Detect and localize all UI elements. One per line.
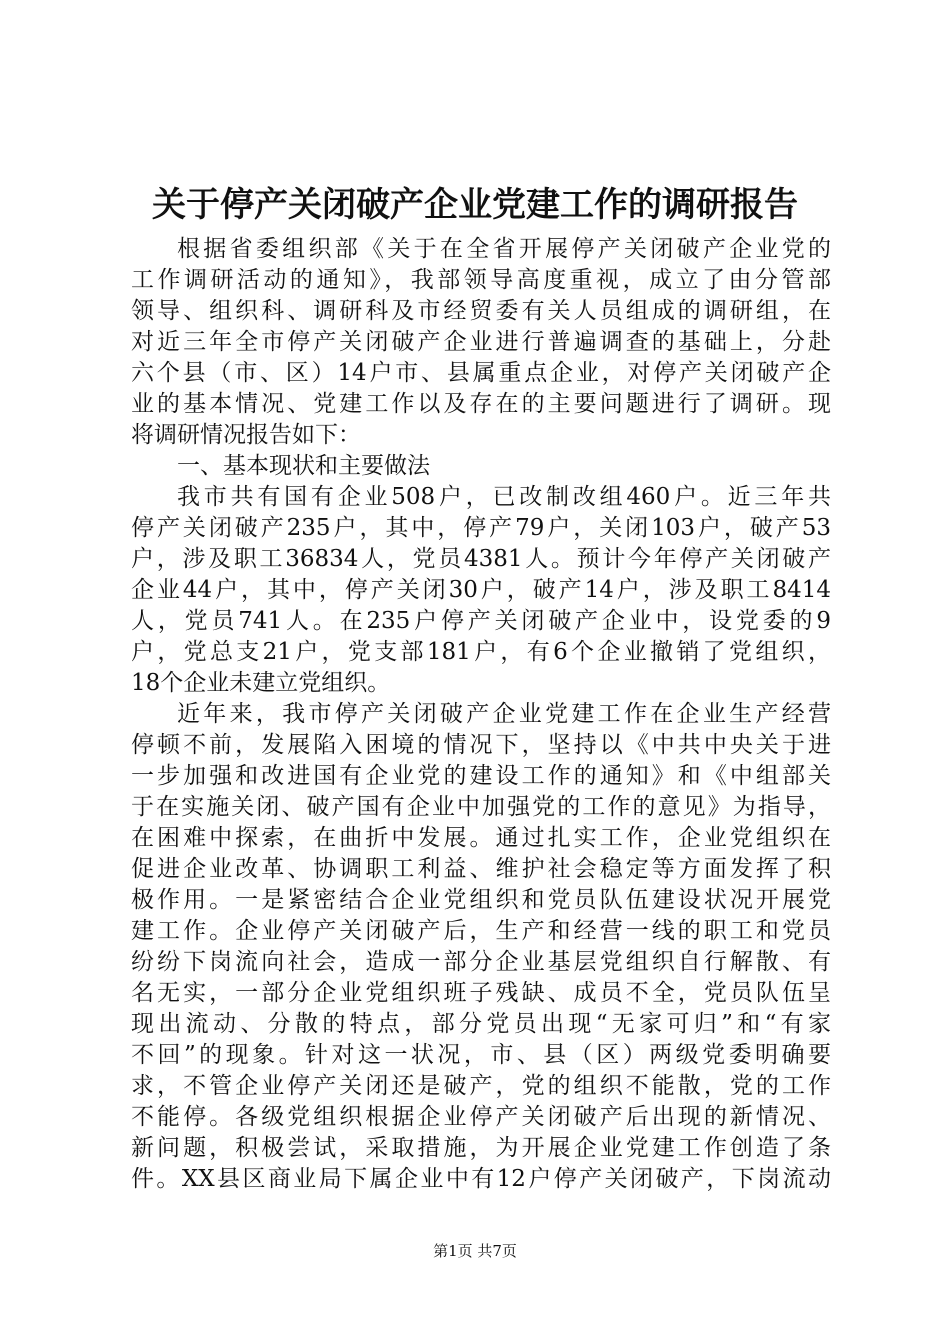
paragraph-line: 企业44户，其中，停产关闭30户，破产14户，涉及职工8414 bbox=[131, 577, 831, 603]
paragraph-line: 新问题，积极尝试，采取措施，为开展企业党建工作创造了条 bbox=[131, 1135, 831, 1161]
paragraph-line: 一步加强和改进国有企业党的建设工作的通知》和《中组部关 bbox=[131, 763, 831, 789]
paragraph-line: 求，不管企业停产关闭还是破产，党的组织不能散，党的工作 bbox=[131, 1073, 831, 1099]
paragraph-line: 18个企业未建立党组织。 bbox=[131, 670, 391, 696]
paragraph-line: 件。XX县区商业局下属企业中有12户停产关闭破产，下岗流动 bbox=[131, 1166, 831, 1192]
paragraph-line: 根据省委组织部《关于在全省开展停产关闭破产企业党的 bbox=[177, 236, 831, 262]
paragraph-line: 领导、组织科、调研科及市经贸委有关人员组成的调研组，在 bbox=[131, 298, 831, 324]
paragraph-line: 人，党员741人。在235户停产关闭破产企业中，设党委的9 bbox=[131, 608, 831, 634]
paragraph-line: 近年来，我市停产关闭破产企业党建工作在企业生产经营 bbox=[177, 701, 831, 727]
paragraph-line: 于在实施关闭、破产国有企业中加强党的工作的意见》为指导， bbox=[131, 794, 831, 820]
paragraph-line: 现出流动、分散的特点，部分党员出现“无家可归”和“有家 bbox=[131, 1011, 831, 1037]
paragraph-line: 停顿不前，发展陷入困境的情况下，坚持以《中共中央关于进 bbox=[131, 732, 831, 758]
paragraph-line: 不回”的现象。针对这一状况，市、县（区）两级党委明确要 bbox=[131, 1042, 831, 1068]
paragraph-line: 建工作。企业停产关闭破产后，生产和经营一线的职工和党员 bbox=[131, 918, 831, 944]
paragraph-line: 六个县（市、区）14户市、县属重点企业，对停产关闭破产企 bbox=[131, 360, 831, 386]
paragraph-line: 对近三年全市停产关闭破产企业进行普遍调查的基础上，分赴 bbox=[131, 329, 831, 355]
page-number: 第1页 共7页 bbox=[433, 1242, 517, 1260]
section-heading: 一、基本现状和主要做法 bbox=[177, 453, 430, 479]
paragraph-line: 纷纷下岗流向社会，造成一部分企业基层党组织自行解散、有 bbox=[131, 949, 831, 975]
paragraph-line: 业的基本情况、党建工作以及存在的主要问题进行了调研。现 bbox=[131, 391, 831, 417]
paragraph-line: 户，涉及职工36834人，党员4381人。预计今年停产关闭破产 bbox=[131, 546, 831, 572]
paragraph-line: 极作用。一是紧密结合企业党组织和党员队伍建设状况开展党 bbox=[131, 887, 831, 913]
paragraph-line: 将调研情况报告如下： bbox=[131, 422, 361, 448]
document-body bbox=[131, 234, 831, 1195]
paragraph-line: 促进企业改革、协调职工利益、维护社会稳定等方面发挥了积 bbox=[131, 856, 831, 882]
document-title: 关于停产关闭破产企业党建工作的调研报告 bbox=[152, 185, 798, 225]
paragraph-line: 我市共有国有企业508户，已改制改组460户。近三年共 bbox=[177, 484, 831, 510]
paragraph-line: 户，党总支21户，党支部181户，有6个企业撤销了党组织， bbox=[131, 639, 831, 665]
paragraph-line: 在困难中探索，在曲折中发展。通过扎实工作，企业党组织在 bbox=[131, 825, 831, 851]
paragraph-line: 名无实，一部分企业党组织班子残缺、成员不全，党员队伍呈 bbox=[131, 980, 831, 1006]
paragraph-line: 不能停。各级党组织根据企业停产关闭破产后出现的新情况、 bbox=[131, 1104, 831, 1130]
paragraph-line: 工作调研活动的通知》，我部领导高度重视，成立了由分管部 bbox=[131, 267, 831, 293]
paragraph-line: 停产关闭破产235户，其中，停产79户，关闭103户，破产53 bbox=[131, 515, 831, 541]
